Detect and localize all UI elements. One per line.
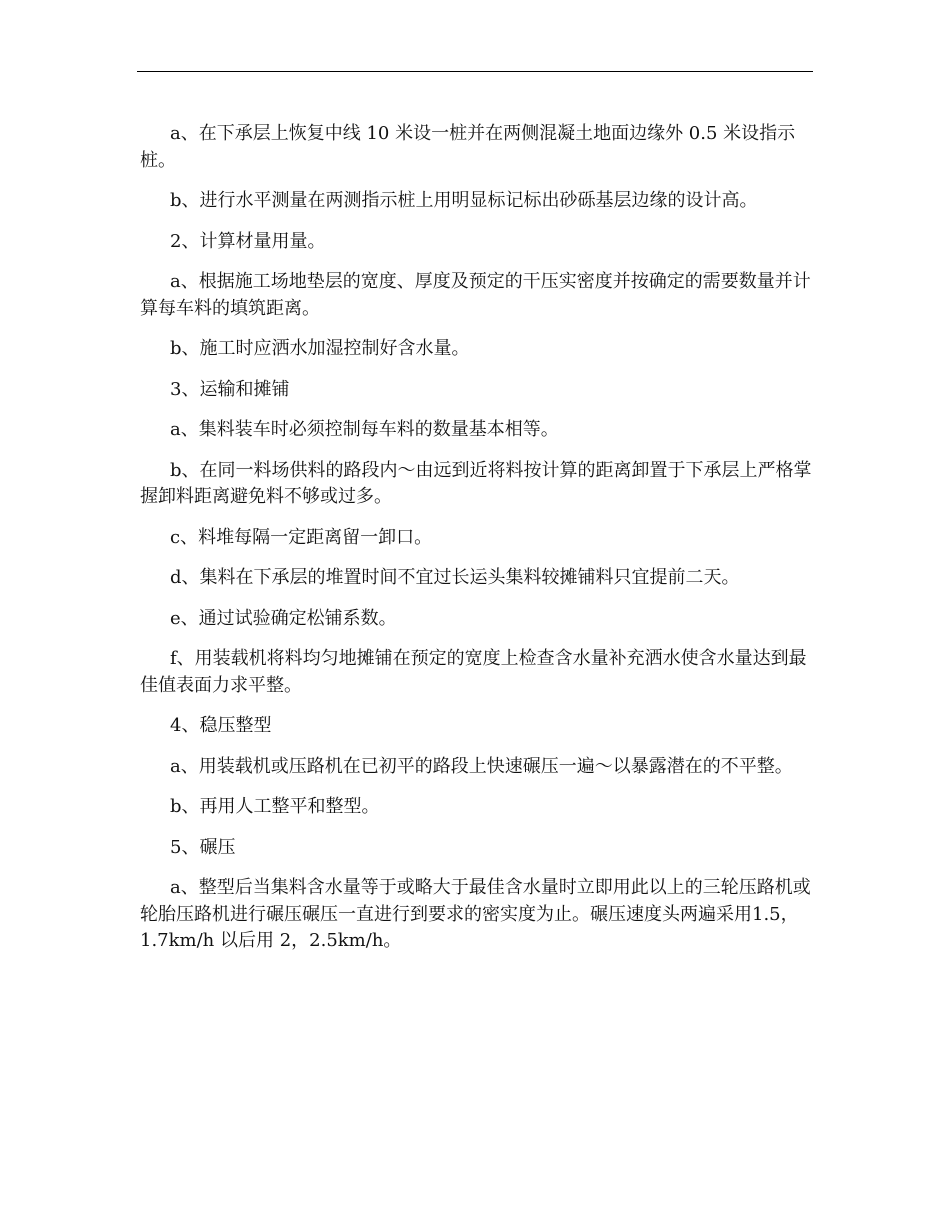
header-rule — [137, 71, 813, 72]
paragraph-b-moisture-control: b、施工时应洒水加湿控制好含水量。 — [170, 338, 470, 359]
paragraph-e-loose-coefficient: e、通过试验确定松铺系数。 — [170, 607, 397, 629]
paragraph-b-manual-leveling: b、再用人工整平和整型。 — [170, 796, 380, 817]
paragraph-a-compaction-speed: a、整型后当集料含水量等于或略大于最佳含水量时立即用此以上的三轮压路机或轮胎压路机进行碾压碾压一直进行到要求的密实度为止。碾压速度头两遍采用1.5，1.7km/h 以后用 2，2.5km/h。 — [140, 877, 811, 951]
paragraph-b-level-survey: b、进行水平测量在两测指示桩上用明显标记标出砂砾基层边缘的设计高。 — [170, 190, 758, 211]
heading-4-stabilize-shape: 4、稳压整型 — [170, 715, 272, 736]
heading-5-compaction: 5、碾压 — [170, 836, 236, 858]
heading-2-material-quantity: 2、计算材量用量。 — [170, 230, 326, 252]
paragraph-a-restore-centerline: a、在下承层上恢复中线 10 米设一桩并在两侧混凝土地面边缘外 0.5 米设指示桩。 — [140, 123, 796, 171]
document-body — [140, 121, 812, 969]
paragraph-a-fill-distance: a、根据施工场地垫层的宽度、厚度及预定的干压实密度并按确定的需要数量并计算每车料的填筑距离。 — [140, 271, 811, 319]
paragraph-a-quick-roll: a、用装载机或压路机在已初平的路段上快速碾压一遍～以暴露潜在的不平整。 — [170, 755, 793, 777]
paragraph-b-unloading-distance: b、在同一料场供料的路段内～由远到近将料按计算的距离卸置于下承层上严格掌握卸料距离避免料不够或过多。 — [140, 459, 812, 507]
paragraph-c-pile-gap: c、料堆每隔一定距离留一卸口。 — [170, 526, 433, 548]
heading-3-transport-spreading: 3、运输和摊铺 — [170, 378, 290, 400]
paragraph-f-uniform-spreading: f、用装载机将料均匀地摊铺在预定的宽度上检查含水量补充洒水使含水量达到最佳值表面力求平整。 — [140, 648, 807, 696]
paragraph-a-loading: a、集料装车时必须控制每车料的数量基本相等。 — [170, 419, 559, 440]
paragraph-d-storage-time: d、集料在下承层的堆置时间不宜过长运头集料较摊铺料只宜提前二天。 — [170, 567, 740, 588]
